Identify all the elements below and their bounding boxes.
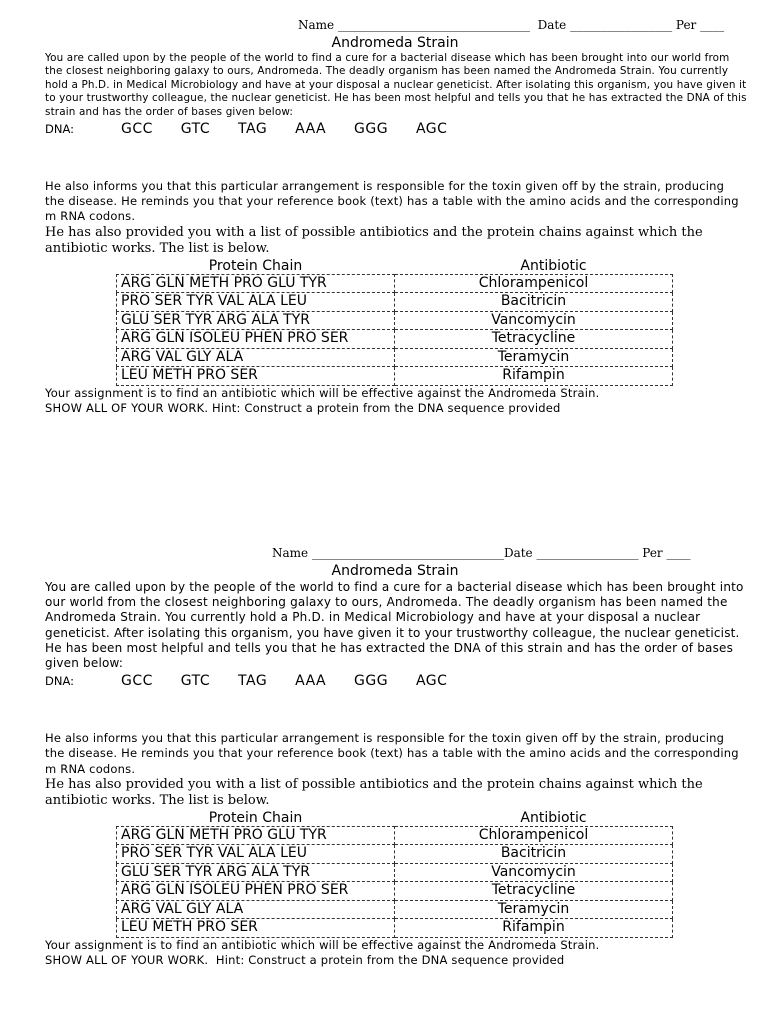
antibiotic-cell: Rifampin bbox=[395, 919, 673, 938]
protein-chain-cell: ARG GLN METH PRO GLU TYR bbox=[117, 274, 395, 293]
table-row bbox=[117, 330, 673, 349]
antibiotic-cell: Tetracycline bbox=[395, 882, 673, 901]
protein-chain-cell: LEU METH PRO SER bbox=[117, 367, 395, 386]
antibiotic-cell: Bacitricin bbox=[395, 293, 673, 312]
dna-line bbox=[45, 673, 770, 689]
intro-paragraph: You are called upon by the people of the world to find a cure for a bacterial disease which has been brought into our world from the closest neighboring galaxy to ours, Andromeda. The deadly organism has been named the Andromeda Strain. You currently hold a Ph.D. in Medical Microbiology and have at your disposal a nuclear geneticist. After isolating this organism, you have given it to your trustworthy colleague, the nuclear geneticist. He has been most helpful and tells you that he has extracted the DNA of this strain and has the order of bases given below: bbox=[45, 52, 747, 118]
dna-label: DNA: bbox=[45, 674, 74, 689]
protein-chain-cell: ARG GLN ISOLEU PHEN PRO SER bbox=[117, 330, 395, 349]
table-row bbox=[117, 311, 673, 330]
protein-chain-cell: PRO SER TYR VAL ALA LEU bbox=[117, 845, 395, 864]
antibiotic-cell: Teramycin bbox=[395, 900, 673, 919]
antibiotic-cell: Teramycin bbox=[395, 348, 673, 367]
antibiotic-cell: Vancomycin bbox=[395, 863, 673, 882]
antibiotic-cell: Rifampin bbox=[395, 367, 673, 386]
protein-chain-cell: LEU METH PRO SER bbox=[117, 919, 395, 938]
antibiotic-cell: Bacitricin bbox=[395, 845, 673, 864]
table-row bbox=[117, 826, 673, 845]
table-header-row bbox=[117, 258, 673, 275]
info-paragraph: He also informs you that this particular arrangement is responsible for the toxin given off by the strain, producing the disease. He reminds you that your reference book (text) has a table with the amino acids and the corresponding m RNA codons. bbox=[45, 179, 739, 224]
hint-text: SHOW ALL OF YOUR WORK. Hint: Construct a protein from the DNA sequence provided bbox=[45, 400, 561, 415]
worksheet-title: Andromeda Strain bbox=[331, 35, 459, 51]
dna-line bbox=[45, 121, 770, 137]
protein-chain-cell: ARG VAL GLY ALA bbox=[117, 348, 395, 367]
antibiotic-header: Antibiotic bbox=[520, 257, 587, 274]
name-date-period-line: Name ________________________________ Date _________________ Per ____ bbox=[298, 18, 725, 32]
worksheet-copy-2 bbox=[0, 546, 770, 968]
list-intro-paragraph: He has also provided you with a list of possible antibiotics and the protein chains against which the antibiotic works. The list is below. bbox=[45, 224, 703, 257]
table-row bbox=[117, 882, 673, 901]
dna-label: DNA: bbox=[45, 122, 74, 137]
antibiotic-cell: Vancomycin bbox=[395, 311, 673, 330]
protein-chain-cell: ARG VAL GLY ALA bbox=[117, 900, 395, 919]
antibiotic-table bbox=[116, 810, 673, 938]
intro-paragraph: You are called upon by the people of the world to find a cure for a bacterial disease which has been brought into our world from the closest neighboring galaxy to ours, Andromeda. The deadly organism has been named the Andromeda Strain. You currently hold a Ph.D. in Medical Microbiology and have at your disposal a nuclear geneticist. After isolating this organism, you have given it to your trustworthy colleague, the nuclear geneticist. He has been most helpful and tells you that he has extracted the DNA of this strain and has the order of bases given below: bbox=[45, 580, 744, 671]
dna-sequence: GCC GTC TAG AAA GGG AGC bbox=[121, 673, 448, 690]
name-date-period-line: Name ________________________________Date _________________ Per ____ bbox=[272, 546, 691, 560]
table-row bbox=[117, 348, 673, 367]
table-row bbox=[117, 919, 673, 938]
assignment-text: Your assignment is to find an antibiotic which will be effective against the Andromeda Strain. bbox=[45, 385, 600, 400]
table-row bbox=[117, 274, 673, 293]
table-row bbox=[117, 900, 673, 919]
worksheet-copy-1 bbox=[0, 18, 770, 416]
info-paragraph: He also informs you that this particular arrangement is responsible for the toxin given off by the strain, producing the disease. He reminds you that your reference book (text) has a table with the amino acids and the corresponding m RNA codons. bbox=[45, 731, 739, 776]
dna-sequence: GCC GTC TAG AAA GGG AGC bbox=[121, 121, 448, 138]
protein-chain-cell: ARG GLN METH PRO GLU TYR bbox=[117, 826, 395, 845]
table-row bbox=[117, 293, 673, 312]
protein-chain-header: Protein Chain bbox=[208, 257, 303, 274]
assignment-text: Your assignment is to find an antibiotic which will be effective against the Andromeda Strain. bbox=[45, 937, 600, 952]
protein-chain-header: Protein Chain bbox=[208, 809, 303, 826]
list-intro-paragraph: He has also provided you with a list of possible antibiotics and the protein chains against which the antibiotic works. The list is below. bbox=[45, 776, 703, 809]
table-row bbox=[117, 845, 673, 864]
protein-chain-cell: PRO SER TYR VAL ALA LEU bbox=[117, 293, 395, 312]
protein-chain-cell: GLU SER TYR ARG ALA TYR bbox=[117, 863, 395, 882]
antibiotic-cell: Chlorampenicol bbox=[395, 826, 673, 845]
antibiotic-table bbox=[116, 258, 673, 386]
antibiotic-cell: Tetracycline bbox=[395, 330, 673, 349]
protein-chain-cell: GLU SER TYR ARG ALA TYR bbox=[117, 311, 395, 330]
protein-chain-cell: ARG GLN ISOLEU PHEN PRO SER bbox=[117, 882, 395, 901]
antibiotic-cell: Chlorampenicol bbox=[395, 274, 673, 293]
antibiotic-header: Antibiotic bbox=[520, 809, 587, 826]
worksheet-title: Andromeda Strain bbox=[331, 563, 459, 579]
table-row bbox=[117, 367, 673, 386]
table-row bbox=[117, 863, 673, 882]
hint-text: SHOW ALL OF YOUR WORK. Hint: Construct a protein from the DNA sequence provided bbox=[45, 952, 565, 967]
table-header-row bbox=[117, 810, 673, 827]
